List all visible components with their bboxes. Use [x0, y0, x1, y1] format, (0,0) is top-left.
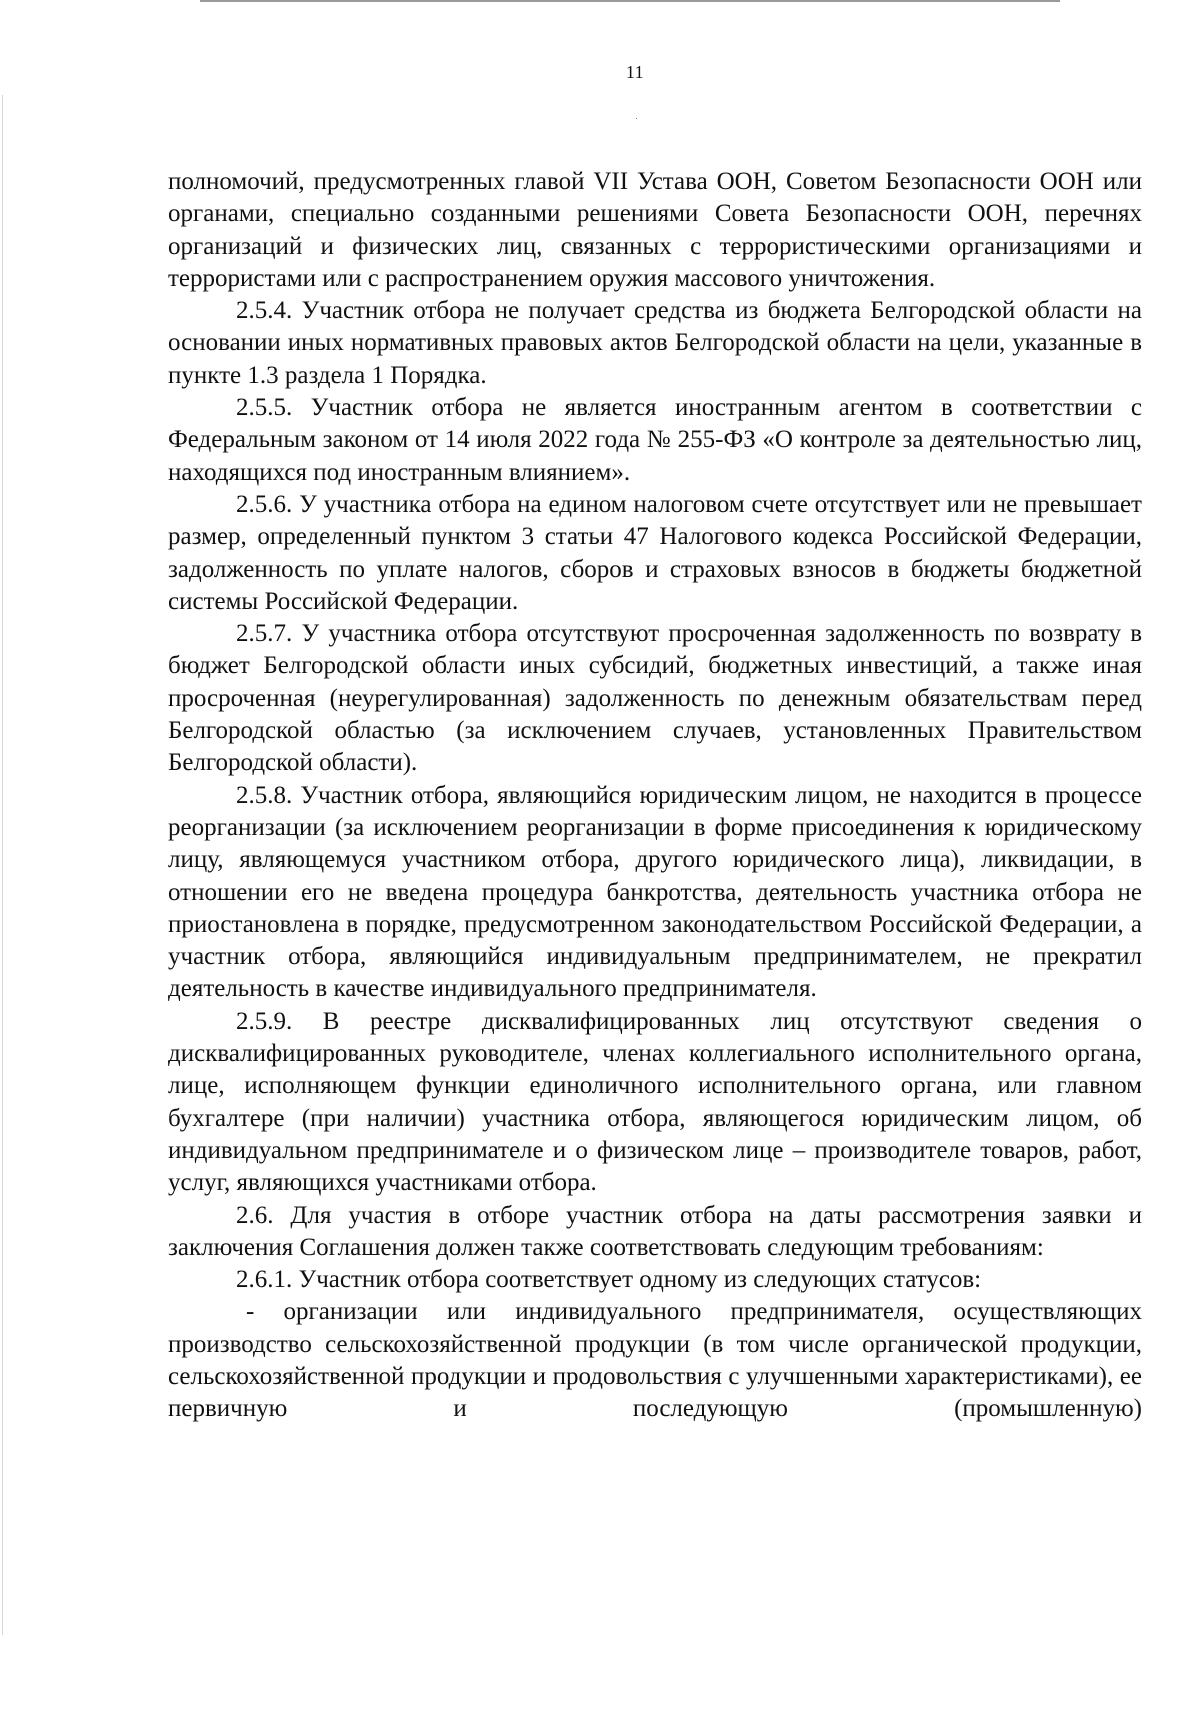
paragraph-2-6: 2.6. Для участия в отборе участник отбора на даты рассмотрения заявки и заключения Соглашения должен также соответствовать следующим требованиям:: [168, 1201, 1142, 1261]
scan-speck: [636, 118, 637, 119]
paragraph-2-5-8: 2.5.8. Участник отбора, являющийся юридическим лицом, не находится в процессе реорганизации (за исключением реорганизации в форме присоединения к юридическому лицу, являющемуся участником отбора, другого юридического лица), ликвидации, в отношении его не введена процедура банкротства, деятельность участника отбора не приостановлена в порядке, предусмотренном законодательством Российской Федерации, а участник отбора, являющийся индивидуальным предпринимателем, не прекратил деятельность в качестве индивидуального предпринимателя.: [168, 781, 1142, 1003]
paragraph-status-item: - организации или индивидуального предпринимателя, осуществляющих производство сельскохозяйственной продукции (в том числе органической продукции, сельскохозяйственной продукции и продовольствия с улучшенными характеристиками), ее первичную и последующую (промышленную): [168, 1298, 1142, 1423]
scan-edge-left: [2, 95, 3, 1635]
paragraph-2-5-7: 2.5.7. У участника отбора отсутствуют просроченная задолженность по возврату в бюджет Белгородской области иных субсидий, бюджетных инвестиций, а также иная просроченная (неурегулированная) задолженность по денежным обязательствам перед Белгородской областью (за исключением случаев, установленных Правительством Белгородской области).: [168, 620, 1142, 777]
paragraph-2-5-4: 2.5.4. Участник отбора не получает средства из бюджета Белгородской области на основании иных нормативных правовых актов Белгородской области на цели, указанные в пункте 1.3 раздела 1 Порядка.: [168, 297, 1142, 389]
paragraph-2-5-9: 2.5.9. В реестре дисквалифицированных лиц отсутствуют сведения о дисквалифицированных руководителе, членах коллегиального исполнительного органа, лице, исполняющем функции единоличного исполнительного органа, или главном бухгалтере (при наличии) участника отбора, являющегося юридическим лицом, об индивидуальном предпринимателе и о физическом лице – производителе товаров, работ, услуг, являющихся участниками отбора.: [168, 1007, 1142, 1197]
page-number: 11: [625, 62, 645, 82]
paragraph-continuation: полномочий, предусмотренных главой VII Устава ООН, Советом Безопасности ООН или органами, специально созданными решениями Совета Безопасности ООН, перечнях организаций и физических лиц, связанных с террористическими организациями и террористами или с распространением оружия массового уничтожения.: [168, 168, 1142, 292]
document-body: [168, 166, 1142, 1426]
scan-edge-top: [200, 0, 1060, 2]
paragraph-2-6-1: 2.6.1. Участник отбора соответствует одному из следующих статусов:: [236, 1266, 982, 1294]
paragraph-2-5-5: 2.5.5. Участник отбора не является иностранным агентом в соответствии с Федеральным законом от 14 июля 2022 года № 255-ФЗ «О контроле за деятельностью лиц, находящихся под иностранным влиянием».: [168, 394, 1142, 486]
paragraph-2-5-6: 2.5.6. У участника отбора на едином налоговом счете отсутствует или не превышает размер, определенный пунктом 3 статьи 47 Налогового кодекса Российской Федерации, задолженность по уплате налогов, сборов и страховых взносов в бюджеты бюджетной системы Российской Федерации.: [168, 490, 1142, 615]
